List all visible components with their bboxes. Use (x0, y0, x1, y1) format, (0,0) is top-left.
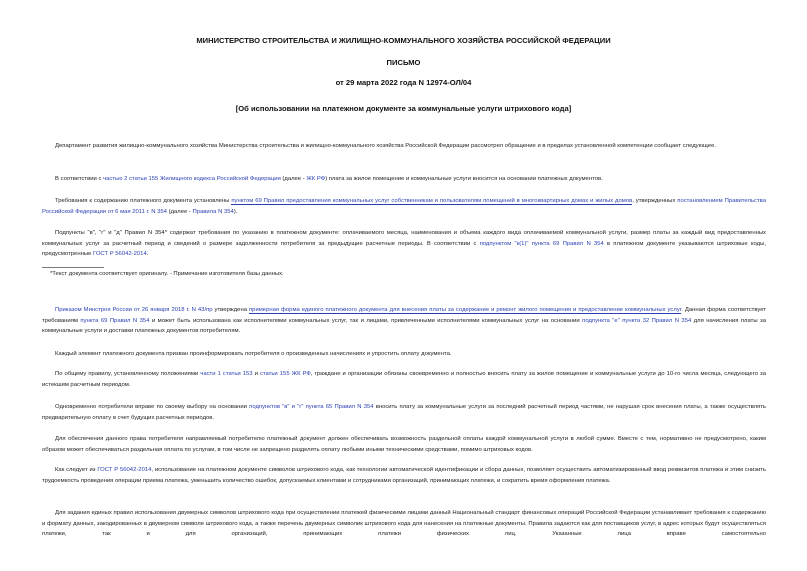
text: ). (233, 208, 238, 215)
text: вносить плату за коммунальные услуги за последний расчетный период частями, не нарушая срок внесения платы, а также осуществлять предварительную оплату в счет будущих расчетных периодов. (42, 404, 766, 421)
paragraph-barcode-gost (42, 465, 766, 486)
separate-payment-text: Для обеспечения данного права потребителя направляемый потребителю платежный документ должен обеспечивать возможность раздельной оплаты каждой коммунальной услуги в любой сумме. Вместе с тем, нормативно не предусмотрено, каким образом может обеспечиваться раздельная оплата по услугам, в том числе не запрещено разделять оплату любыми иными техническими средствами, помимо штриховых кодов. (42, 436, 766, 453)
link-government-decree-354[interactable]: постановлением Правительства Российской Федерации от 6 мая 2011 г. N 354 (42, 198, 766, 215)
text: (далее - (166, 208, 193, 215)
text: утверждена (212, 307, 249, 313)
paragraph-general-rule (42, 369, 766, 390)
text: Одновременно потребители вправе по своему выбору на основании (55, 404, 250, 410)
paragraph-document-elements (42, 349, 766, 360)
link-part1-art153[interactable]: части 1 статьи 153 (200, 371, 253, 377)
paragraph-subclauses (42, 228, 766, 260)
link-subclauses-v-g-clause65[interactable]: подпунктов "в" и "г" пункта 65 Правил N 354 (249, 404, 374, 410)
text: (далее - (280, 176, 307, 182)
link-subclause-e-clause32[interactable]: подпункта "е" пункта 32 Правил N 354 (582, 317, 692, 324)
paragraph-barcode-standard (42, 508, 766, 540)
text: ) плата за жилое помещение и коммунальные услуги вносится на основании платежных документов. (325, 176, 603, 182)
text: , граждане и организации обязаны своевременно и полностью вносить плату за жилое помещение и коммунальные услуги до 10-го числа месяца, следующего за истекшим расчетным периодом. (42, 371, 767, 388)
link-art155-housing-code[interactable]: статьи 155 ЖК РФ (259, 371, 311, 377)
footnote-divider (42, 267, 104, 268)
text: Как следует из (55, 467, 98, 473)
text: и может быть использована как исполнителями коммунальных услуг, так и лицами, привлеченными исполнителями коммунальных услуг на основании (149, 317, 583, 324)
paragraph-payment-basis (42, 174, 766, 185)
text: По общему правилу, установленному положениями (55, 371, 201, 377)
link-gost-56042[interactable]: ГОСТ Р 56042-2014 (92, 251, 147, 258)
text: и (252, 371, 260, 377)
text: Требования к содержанию платежного документа установлены (55, 198, 232, 204)
document-date-number: от 29 марта 2022 года N 12974-ОЛ/04 (335, 78, 472, 87)
link-clause69-rules[interactable]: пунктом 69 Правил предоставления коммунальных услуг собственникам и пользователям помещений в многоквартирных домах и жилых домов (231, 198, 633, 204)
paragraph-intro (42, 141, 766, 152)
document-subject: [Об использовании на платежном документе за коммунальные услуги штрихового кода] (235, 104, 572, 113)
intro-text: Департамент развития жилищно-коммунального хозяйства Министерства строительства и жилищно-коммунального хозяйства Российской Федерации рассмотрел обращение и в пределах установленной компетенции сообщает следующее. (55, 143, 717, 149)
text: , утвержденных (632, 198, 678, 204)
text: В соответствии с (55, 176, 104, 182)
link-housing-code-abbr[interactable]: ЖК РФ (306, 176, 326, 182)
link-order-minstroy-43[interactable]: Приказом Минстроя России от 26 января 2018 г. N 43/пр (55, 307, 213, 313)
text: в платежном документе указываются штриховые коды, предусмотренные (42, 240, 766, 258)
link-sample-payment-form[interactable]: примерная форма единого платежного документа для внесения платы за содержание и ремонт жилого помещения и предоставление коммунальных услуг (248, 307, 682, 313)
link-clause69-rules-354[interactable]: пункта 69 Правил N 354 (80, 317, 150, 324)
link-gost-56042-2014[interactable]: ГОСТ Р 56042-2014 (97, 467, 152, 473)
paragraph-separate-payment (42, 434, 766, 455)
ministry-heading: МИНИСТЕРСТВО СТРОИТЕЛЬСТВА И ЖИЛИЩНО-КОММУНАЛЬНОГО ХОЗЯЙСТВА РОССИЙСКОЙ ФЕДЕРАЦИИ (196, 36, 611, 45)
paragraph-document-requirements (42, 196, 766, 217)
paragraph-partial-payment (42, 402, 766, 423)
link-rules-354[interactable]: Правила N 354 (192, 208, 234, 215)
text: Подпункты "в", "г" и "д" Правил N 354* содержат требования по указанию в платежном документе: оплачиваемого месяца, наименования и объема каждого вида оплачиваемой коммунальной услуги, размер платы за каждый вид предоставленных коммунальных услуг за расчетный период и сведений о размере задолженности потребителя за предыдущие расчетные периоды. В соответствии с (42, 230, 766, 247)
paragraph-order-43 (42, 305, 766, 337)
link-subclause-k1-clause69[interactable]: подпунктом "к(1)" пункта 69 Правил N 354 (479, 240, 604, 247)
text: для начисления платы за коммунальные услуги и доставки платежных документов потребителям. (42, 317, 766, 335)
text: . (146, 251, 149, 258)
elements-text: Каждый элемент платежного документа призван проинформировать потребителя о произведенных начислениях и упростить оплату документа. (55, 351, 452, 357)
text: . Данная форма соответствует требованиям (42, 307, 766, 324)
link-housing-code-part2-art155[interactable]: частью 2 статьи 155 Жилищного кодекса Российской Федерации (103, 176, 281, 182)
footnote: *Текст документа соответствует оригиналу. - Примечание изготовителя базы данных. (50, 271, 284, 277)
text: , использование на платежном документе символов штрихового кода, как технологии автоматической идентификации и сбора данных, позволяет осуществить автоматизированный ввод реквизитов платежа и этим снизить трудоемкость проведения операции приема платежа, уменьшить количество ошибок, допускаемых клиентами и сотрудниками организаций, принимающих платежи, и сократить время оформления платежа. (42, 467, 767, 484)
document-type: ПИСЬМО (386, 58, 421, 67)
barcode-standard-text: Для задания единых правил использования двумерных символов штрихового кода при осуществлении платежей физическими лицами данный Национальный стандарт финансовых операций Российской Федерации устанавливает требования к содержанию и формату данных, закодированных в двумерном символе штрихового кода, а также перечень двумерных символик штрихового кода для нанесения на платежные документы. Правила задаются как для поставщиков услуг, в адрес которых будут осуществляться платежи, так и для организаций, принимающих платежи физических лиц. Указанные лица вправе самостоятельно (42, 510, 766, 538)
